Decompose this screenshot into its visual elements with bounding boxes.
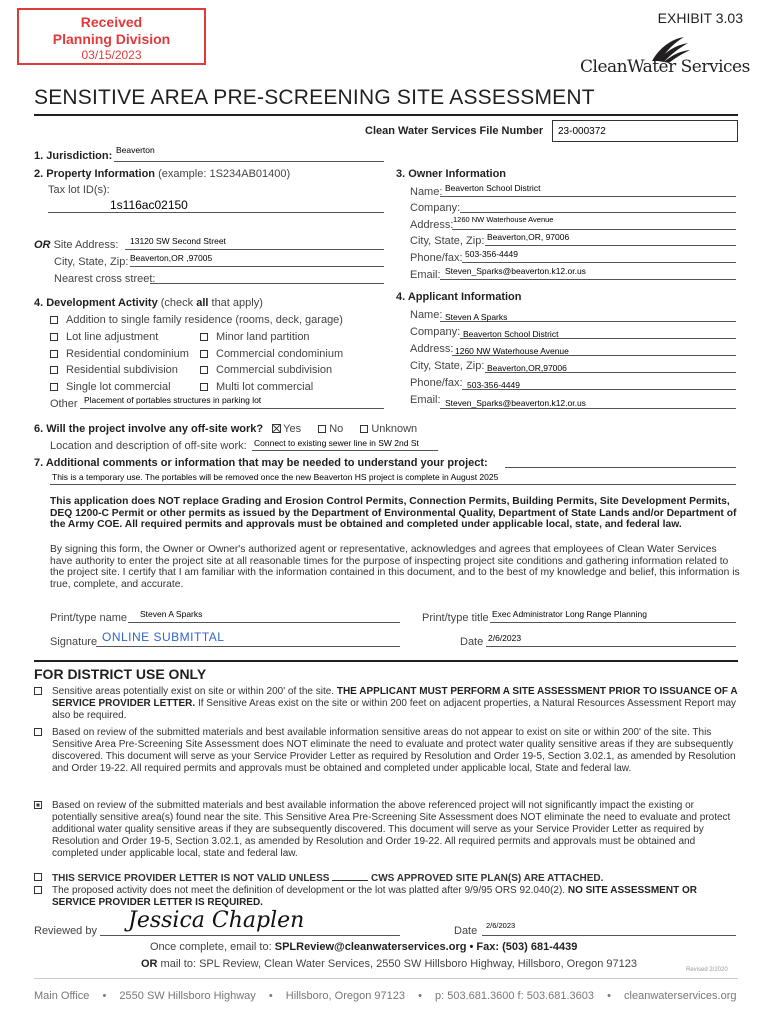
reviewer-signature: Jessica Chaplen	[128, 908, 305, 933]
applicant-name-value: Steven A Sparks	[445, 312, 508, 322]
cross-street-line[interactable]	[150, 283, 384, 284]
owner-company-line[interactable]	[460, 212, 736, 213]
applicant-phone-value: 503-356-4449	[467, 380, 520, 390]
checkbox-icon[interactable]	[50, 366, 58, 374]
stamp-date: 03/15/2023	[81, 48, 142, 62]
owner-city-value: Beaverton,OR, 97006	[487, 232, 570, 242]
reviewed-by-label: Reviewed by	[34, 925, 97, 937]
tax-lot-label: Tax lot ID(s):	[48, 184, 110, 196]
review-date-label: Date	[454, 925, 478, 937]
offsite-location-label: Location and description of off-site work:	[50, 440, 247, 452]
dev-other-label: Other	[50, 398, 78, 410]
form-title: SENSITIVE AREA PRE-SCREENING SITE ASSESSMENT	[34, 86, 595, 109]
comments-value: This is a temporary use. The portables will be removed once the new Beaverton HS project is complete in August 2025	[52, 472, 499, 482]
applicant-address-value: 1260 NW Waterhouse Avenue	[455, 346, 569, 356]
owner-city-label: City, State, Zip:	[410, 235, 485, 247]
jurisdiction-line[interactable]	[114, 161, 384, 162]
checkbox-icon[interactable]	[34, 873, 42, 881]
applicant-email-label: Email:	[410, 394, 441, 406]
checkbox-icon[interactable]	[34, 687, 42, 695]
comments-line-1[interactable]	[505, 467, 736, 468]
tax-lot-line[interactable]	[48, 212, 384, 213]
checkbox-icon[interactable]	[318, 425, 326, 433]
received-stamp	[17, 8, 206, 65]
owner-phone-label: Phone/fax:	[410, 252, 463, 264]
offsite-location-line[interactable]	[252, 450, 438, 451]
property-heading: 2. Property Information (example: 1S234AB01400)	[34, 168, 291, 180]
mail-instruction: OR mail to: SPL Review, Clean Water Services, 2550 SW Hillsboro Highway, Hillsboro, Oregon 97123	[141, 958, 638, 970]
applicant-name-label: Name:	[410, 309, 443, 321]
comments-question: 7. Additional comments or information that may be needed to understand your project:	[34, 457, 488, 469]
logo-text-services: Services	[680, 57, 750, 77]
applicant-email-value: Steven_Sparks@beaverton.k12.or.us	[445, 398, 586, 408]
district-checkbox-3[interactable]	[34, 800, 50, 812]
email-instruction: Once complete, email to: SPLReview@cleanwaterservices.org • Fax: (503) 681-4439	[150, 941, 578, 953]
dev-other-line[interactable]	[80, 408, 384, 409]
owner-email-label: Email:	[410, 269, 441, 281]
review-date-line[interactable]	[482, 935, 736, 936]
print-name-label: Print/type name	[50, 612, 128, 624]
site-city-line[interactable]	[130, 266, 384, 267]
footer-bar: Main Office • 2550 SW Hillsboro Highway • Hillsboro, Oregon 97123 • p: 503.681.3600 f: 503.681.3603 • cleanwaterservices.org	[34, 990, 737, 1002]
jurisdiction-value: Beaverton	[116, 145, 155, 155]
owner-email-line[interactable]	[440, 279, 736, 280]
applicant-address-label: Address:	[410, 343, 454, 355]
owner-address-line[interactable]	[452, 229, 736, 230]
signature-label: Signature	[50, 636, 98, 648]
file-number-label: Clean Water Services File Number	[365, 125, 544, 137]
applicant-city-label: City, State, Zip:	[410, 360, 485, 372]
applicant-company-label: Company:	[410, 326, 461, 338]
logo-text-cleanwater: CleanWater	[580, 57, 676, 77]
site-city-label: City, State, Zip:	[54, 256, 129, 268]
district-checkbox-2[interactable]	[34, 727, 50, 739]
owner-city-line[interactable]	[485, 245, 736, 246]
dev-option-single-lot[interactable]: Single lot commercial	[50, 381, 171, 393]
print-title-value: Exec Administrator Long Range Planning	[492, 609, 647, 619]
file-number-box[interactable]	[552, 120, 738, 142]
dev-option-res-subdivision[interactable]: Residential subdivision	[50, 364, 178, 376]
applicant-company-value: Beaverton School District	[463, 329, 559, 339]
dev-option-comm-subdivision[interactable]: Commercial subdivision	[200, 364, 332, 376]
footer-city: Hillsboro, Oregon 97123	[285, 990, 405, 1002]
checkbox-icon[interactable]	[200, 366, 208, 374]
print-name-line[interactable]	[128, 622, 400, 623]
district-checkbox-4[interactable]	[34, 872, 50, 884]
dev-option-minor-partition[interactable]: Minor land partition	[200, 331, 310, 343]
owner-phone-value: 503-356-4449	[465, 249, 518, 259]
revised-note: Revised 2/2020	[686, 967, 728, 973]
checkbox-icon[interactable]	[50, 316, 58, 324]
applicant-email-line[interactable]	[440, 408, 736, 409]
notice-bold: This application does NOT replace Grading and Erosion Control Permits, Connection Permits, Building Permits, Site Development Permits, DEQ 1200-C Permit or other permits as issued by the Department of Environmental Quality, Department of State Lands and/or Department of the Army COE. All required permits and approvals must be obtained and completed under applicable local, state, and federal law.	[50, 496, 737, 530]
notice-text: By signing this form, the Owner or Owner's authorized agent or representative, acknowledges and agrees that employees of Clean Water Services have authority to enter the project site at all reasonable times for the purpose of inspecting project site conditions and gathering information related to the project site. I certify that I am familiar with the information contained in this document, and to the best of my knowledge and belief, this information is true, complete, and accurate.	[50, 544, 740, 590]
applicant-city-value: Beaverton,OR,97006	[487, 363, 567, 373]
site-city-value: Beaverton,OR ,97005	[130, 253, 213, 263]
applicant-phone-label: Phone/fax:	[410, 377, 463, 389]
checkbox-icon[interactable]	[360, 425, 368, 433]
dev-option-res-condo[interactable]: Residential condominium	[50, 348, 189, 360]
development-heading: 4. Development Activity (check all that apply)	[34, 297, 263, 309]
stamp-line2: Planning Division	[52, 31, 171, 47]
offsite-location-value: Connect to existing sewer line in SW 2nd St	[254, 438, 419, 448]
checkbox-checked-icon[interactable]	[272, 424, 281, 433]
footer-rule	[34, 978, 738, 979]
print-title-label: Print/type title	[422, 612, 489, 624]
owner-address-label: Address:	[410, 219, 454, 231]
district-option-4: THIS SERVICE PROVIDER LETTER IS NOT VALID UNLESS CWS APPROVED SITE PLAN(S) ARE ATTACHED.	[52, 873, 604, 884]
checkbox-icon[interactable]	[200, 350, 208, 358]
owner-name-label: Name:	[410, 186, 443, 198]
stamp-line1: Received	[80, 14, 143, 30]
owner-company-label: Company:	[410, 202, 461, 214]
checkbox-checked-icon[interactable]	[34, 801, 42, 809]
review-date-value: 2/6/2023	[486, 921, 516, 930]
footer-address: 2550 SW Hillsboro Highway	[119, 990, 256, 1002]
print-title-line[interactable]	[490, 622, 736, 623]
cross-street-label: Nearest cross street:	[54, 273, 156, 285]
site-plan-count-blank[interactable]	[332, 872, 368, 881]
district-option-2: Based on review of the submitted materials and best available information sensitive areas do not appear to exist on site or within 200' of the site. This Sensitive Area Pre-Screening Site Assessment does NOT eliminate the need to evaluate and protect water quality sensitive areas if they are subsequently discovered. This document will serve as your Service Provider Letter as required by Resolution and Order 19-5, Section 3.02.1, as amended by Resolution and Order 19-22. All required permits and approvals must be obtained and completed under applicable local, State and federal law.	[52, 727, 736, 774]
district-option-5: The proposed activity does not meet the definition of development or the lot was platted after 9/9/95 ORS 92.040(2). NO SITE ASSESSMENT OR SERVICE PROVIDER LETTER IS REQUIRED.	[52, 885, 697, 908]
print-name-value: Steven A Sparks	[140, 609, 203, 619]
footer-phone: p: 503.681.3600 f: 503.681.3603	[434, 990, 595, 1002]
offsite-question-row: 6. Will the project involve any off-site work? Yes No Unknown	[34, 423, 418, 435]
owner-heading: 3. Owner Information	[396, 168, 507, 180]
tax-lot-value: 1s116ac02150	[110, 198, 188, 212]
district-option-1: Sensitive areas potentially exist on site or within 200' of the site. THE APPLICANT MUST PERFORM A SITE ASSESSMENT PRIOR TO ISSUANCE OF A SERVICE PROVIDER LETTER. If Sensitive Areas exist on the site or within 200 feet on adjacent properties, a Natural Resources Assessment Report may also be required.	[52, 686, 738, 721]
owner-name-line[interactable]	[440, 196, 736, 197]
signature-value: ONLINE SUBMITTAL	[102, 630, 225, 644]
title-rule	[34, 114, 738, 116]
owner-phone-line[interactable]	[462, 262, 736, 263]
sign-date-value: 2/6/2023	[488, 633, 522, 643]
dev-option-addition[interactable]: Addition to single family residence (rooms, deck, garage)	[50, 314, 343, 326]
dev-option-comm-condo[interactable]: Commercial condominium	[200, 348, 343, 360]
district-heading: FOR DISTRICT USE ONLY	[34, 666, 207, 682]
checkbox-icon[interactable]	[50, 383, 58, 391]
clean-water-services-logo	[580, 35, 750, 79]
email-address-link[interactable]: SPLReview@cleanwaterservices.org	[274, 941, 467, 953]
checkbox-icon[interactable]	[50, 333, 58, 341]
site-address-label-group: OR Site Address:	[34, 239, 119, 251]
footer-website-link[interactable]: cleanwaterservices.org	[624, 990, 737, 1002]
checkbox-icon[interactable]	[200, 383, 208, 391]
jurisdiction-label: 1. Jurisdiction:	[34, 150, 113, 162]
checkbox-icon[interactable]	[50, 350, 58, 358]
checkbox-icon[interactable]	[34, 728, 42, 736]
comments-line-2[interactable]	[50, 484, 736, 485]
site-address-value: 13120 SW Second Street	[130, 236, 226, 246]
district-checkbox-1[interactable]	[34, 686, 50, 698]
applicant-heading: 4. Applicant Information	[396, 291, 522, 303]
file-number-value: 23-000372	[558, 126, 606, 137]
signature-line[interactable]	[96, 646, 400, 647]
dev-option-multi-lot[interactable]: Multi lot commercial	[200, 381, 313, 393]
district-checkbox-5[interactable]	[34, 885, 50, 897]
reviewed-by-line[interactable]	[100, 935, 400, 936]
footer-office: Main Office	[34, 990, 90, 1002]
checkbox-icon[interactable]	[34, 886, 42, 894]
owner-name-value: Beaverton School District	[445, 183, 541, 193]
owner-email-value: Steven_Sparks@beaverton.k12.or.us	[445, 266, 586, 276]
exhibit-label: EXHIBIT 3.03	[657, 10, 743, 26]
district-rule	[34, 660, 738, 662]
district-option-3: Based on review of the submitted materials and best available information the above referenced project will not significantly impact the existing or potentially sensitive area(s) found near the site. This Sensitive Area Pre-Screening Site Assessment does NOT eliminate the need to evaluate and protect additional water quality sensitive areas if they are subsequently discovered. This document will serve as your Service Provider Letter as required by Resolution and Order 19-5, Section 3.02.1, as amended by Resolution and Order 19-22. All required permits and approvals must be obtained and completed under applicable local, state and federal law.	[52, 800, 731, 859]
site-address-line[interactable]	[125, 249, 384, 250]
dev-other-value: Placement of portables structures in parking lot	[84, 395, 262, 405]
checkbox-icon[interactable]	[200, 333, 208, 341]
dev-option-lot-line[interactable]: Lot line adjustment	[50, 331, 158, 343]
sign-date-line[interactable]	[486, 646, 736, 647]
sign-date-label: Date	[460, 636, 484, 648]
owner-address-value: 1260 NW Waterhouse Avenue	[453, 215, 554, 224]
